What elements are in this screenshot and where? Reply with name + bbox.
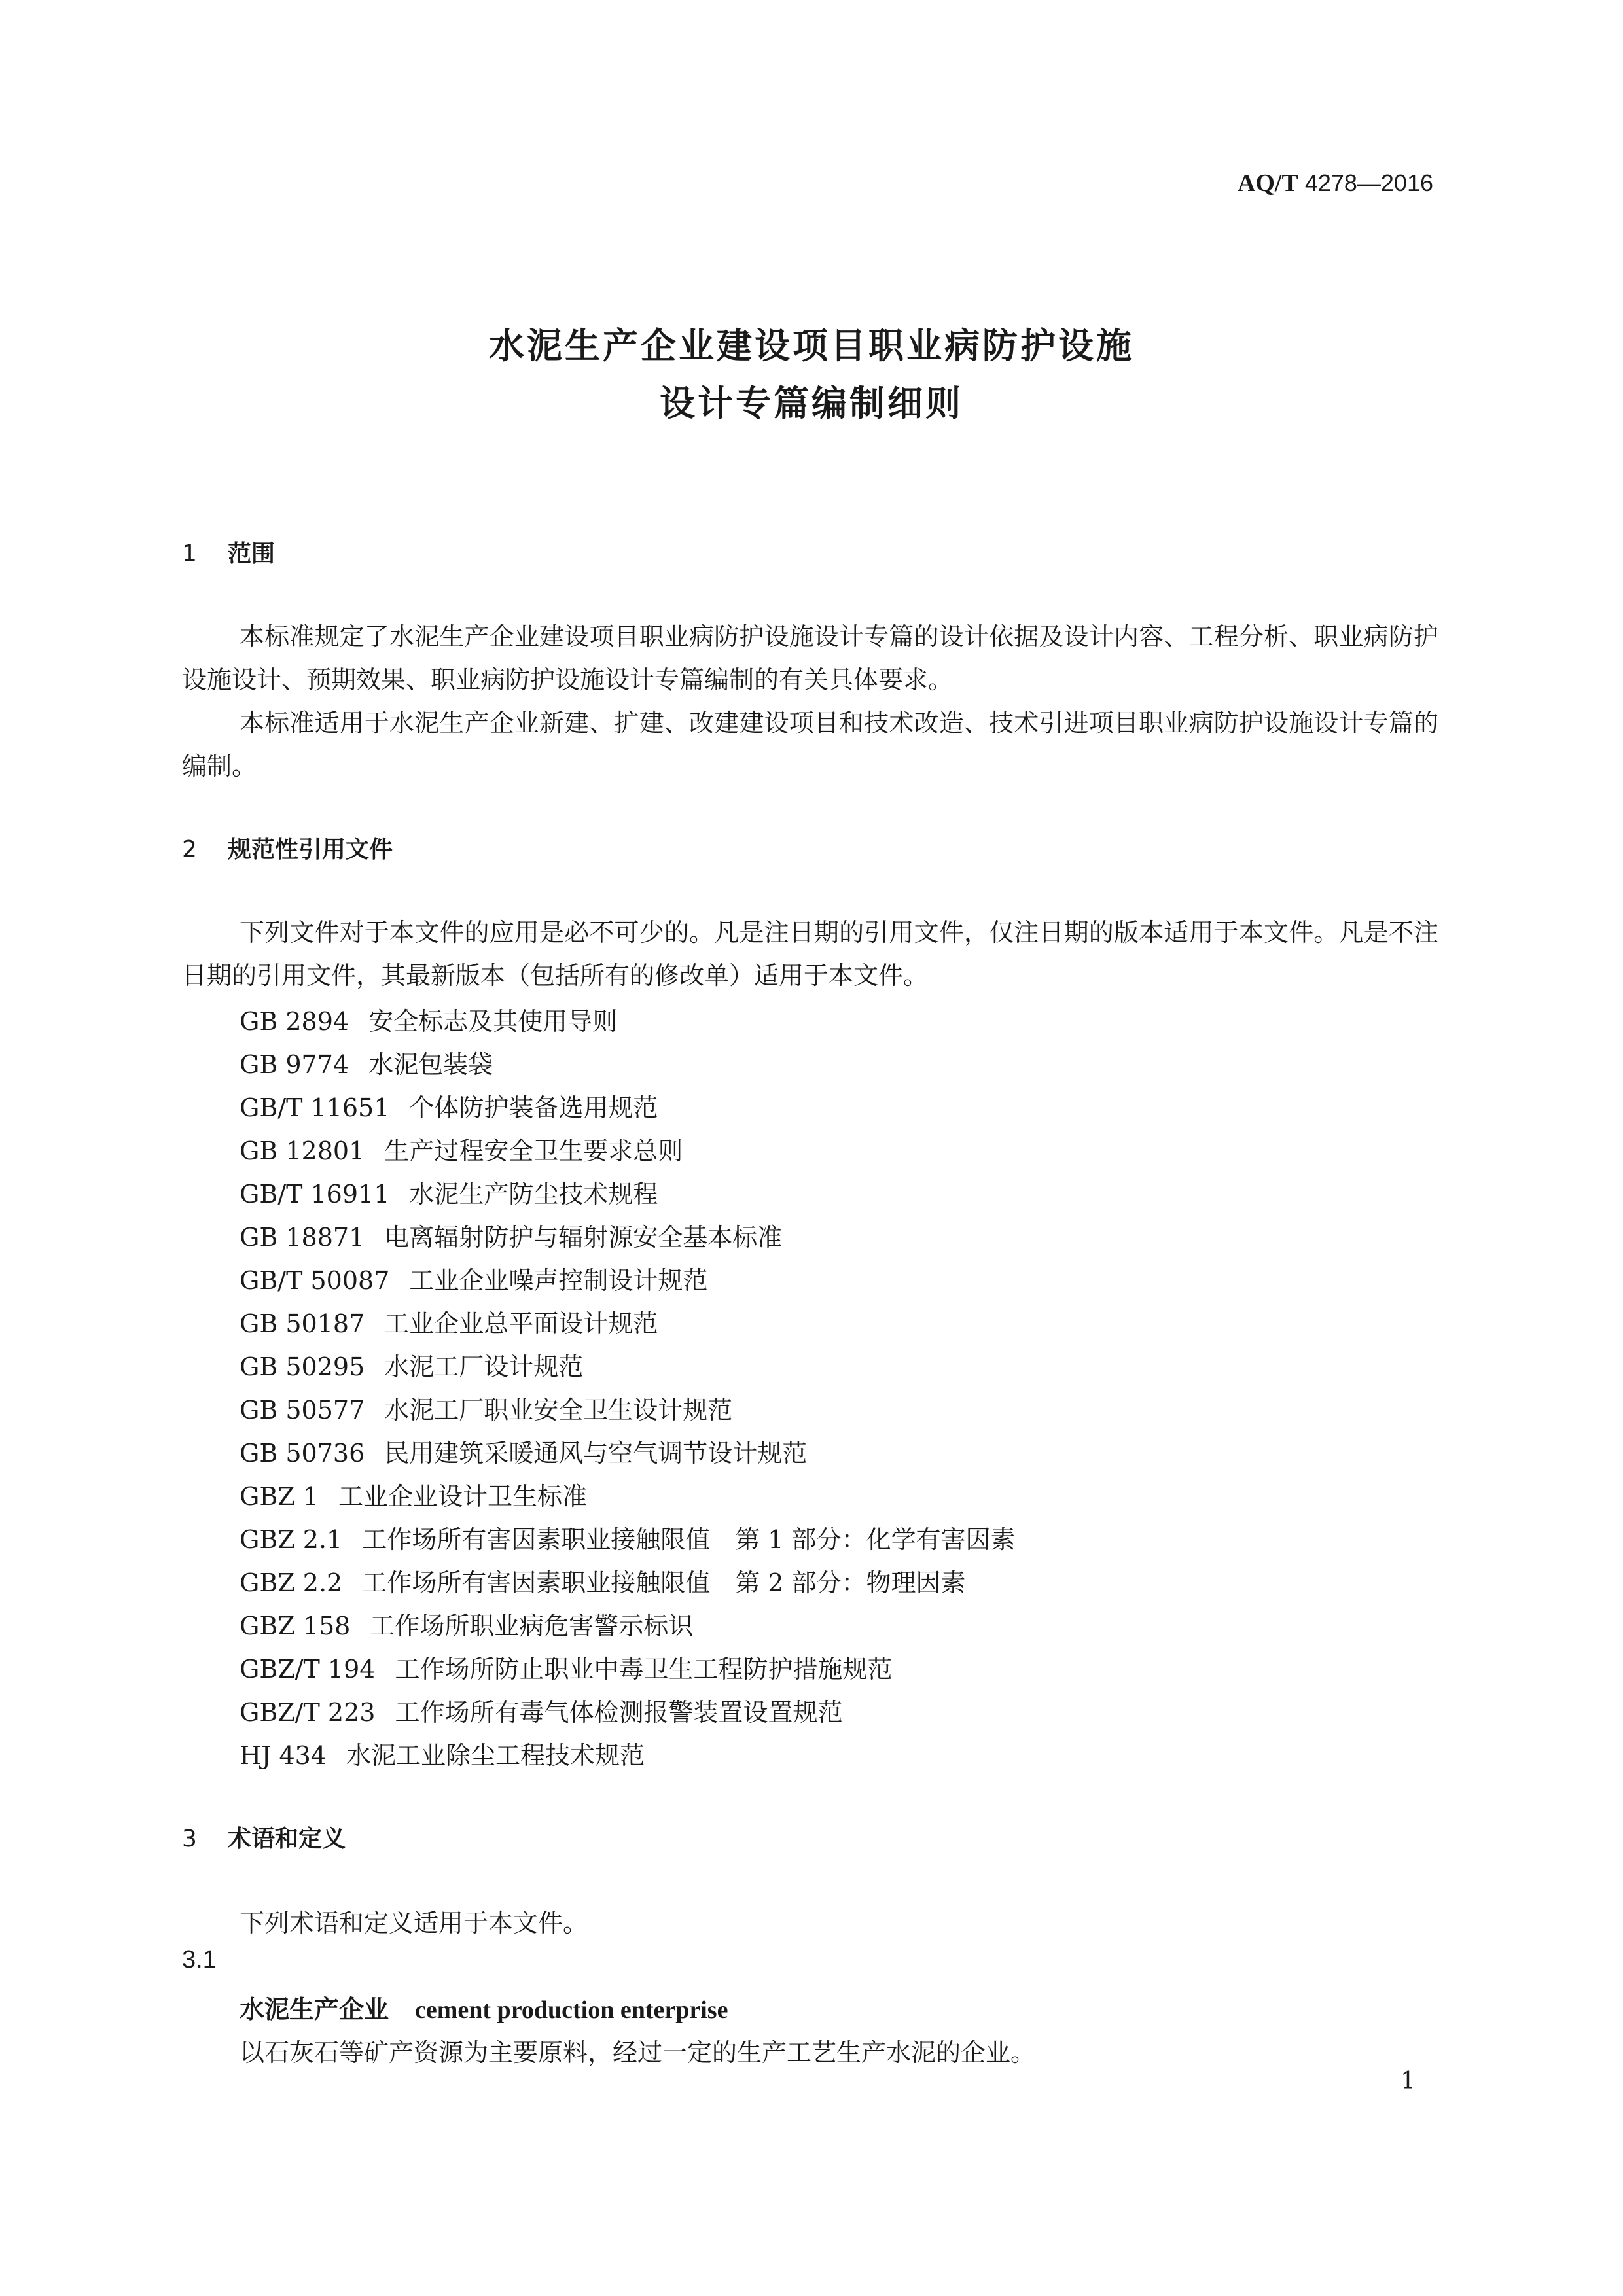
reference-code: GB 50577 — [240, 1396, 365, 1424]
page-number: 1 — [1400, 2068, 1416, 2094]
section-3-title: 术语和定义 — [228, 1826, 346, 1852]
section-2-heading — [182, 831, 393, 864]
reference-item — [240, 1433, 807, 1469]
section-3-number: 3 — [182, 1826, 197, 1852]
reference-item — [240, 1131, 683, 1167]
reference-item — [240, 1606, 693, 1642]
section-3-heading — [182, 1820, 346, 1854]
reference-title: 工业企业噪声控制设计规范 — [409, 1266, 708, 1295]
reference-code: GB 50295 — [240, 1352, 365, 1381]
reference-item — [240, 1649, 892, 1685]
standard-number: 4278—2016 — [1304, 169, 1433, 196]
document-title-line2: 设计专篇编制细则 — [660, 383, 963, 424]
reference-title: 工作场所有毒气体检测报警装置设置规范 — [395, 1698, 843, 1727]
term-heading — [240, 1989, 728, 2025]
reference-code: GB 50187 — [240, 1309, 365, 1338]
document-title-line1: 水泥生产企业建设项目职业病防护设施 — [489, 325, 1134, 366]
reference-item — [240, 1692, 842, 1728]
reference-title: 水泥工厂职业安全卫生设计规范 — [384, 1396, 733, 1424]
term-english: cement production enterprise — [415, 1996, 728, 2024]
section-2-title: 规范性引用文件 — [228, 836, 393, 863]
reference-code: GBZ/T 194 — [240, 1655, 376, 1684]
reference-code: GB 18871 — [240, 1223, 365, 1252]
section-1-paragraph-1: 本标准规定了水泥生产企业建设项目职业病防护设施设计专篇的设计依据及设计内容、工程分析、职业病防护设施设计、预期效果、职业病防护设施设计专篇编制的有关具体要求。 — [182, 622, 1438, 694]
term-chinese: 水泥生产企业 — [240, 1995, 389, 2024]
reference-item — [240, 1260, 707, 1296]
reference-code: GB 9774 — [240, 1050, 349, 1079]
reference-code: GB 2894 — [240, 1007, 349, 1036]
reference-item — [240, 1001, 617, 1037]
reference-code: GB/T 50087 — [240, 1266, 390, 1295]
reference-item — [240, 1303, 658, 1339]
section-2-number: 2 — [182, 836, 197, 863]
reference-item — [240, 1217, 782, 1253]
reference-item — [240, 1087, 658, 1123]
reference-code: GB/T 16911 — [240, 1180, 390, 1209]
term-number: 3.1 — [182, 1946, 217, 1973]
reference-item — [240, 1735, 645, 1771]
reference-code: GBZ 158 — [240, 1612, 351, 1640]
reference-code: GBZ 1 — [240, 1482, 319, 1511]
reference-title: 工作场所有害因素职业接触限值 第 2 部分：物理因素 — [362, 1568, 966, 1597]
reference-code: GB 12801 — [240, 1137, 365, 1165]
standard-prefix: AQ/T — [1237, 169, 1298, 197]
reference-item — [240, 1476, 587, 1512]
reference-title: 工业企业设计卫生标准 — [338, 1482, 587, 1511]
reference-title: 水泥生产防尘技术规程 — [409, 1180, 658, 1209]
reference-title: 生产过程安全卫生要求总则 — [384, 1137, 683, 1165]
reference-item — [240, 1174, 658, 1210]
reference-code: GBZ/T 223 — [240, 1698, 376, 1727]
reference-item — [240, 1563, 966, 1598]
reference-title: 工业企业总平面设计规范 — [384, 1309, 658, 1338]
section-1-number: 1 — [182, 540, 197, 567]
section-3-intro: 下列术语和定义适用于本文件。 — [240, 1909, 588, 1937]
reference-item — [240, 1044, 493, 1080]
reference-item — [240, 1390, 732, 1426]
section-1-heading — [182, 535, 275, 569]
reference-title: 民用建筑采暖通风与空气调节设计规范 — [384, 1439, 808, 1468]
standard-code — [1132, 169, 1433, 198]
reference-title: 个体防护装备选用规范 — [409, 1093, 658, 1122]
reference-title: 电离辐射防护与辐射源安全基本标准 — [384, 1223, 783, 1252]
section-2-intro: 下列文件对于本文件的应用是必不可少的。凡是注日期的引用文件，仅注日期的版本适用于本文件。凡是不注日期的引用文件，其最新版本（包括所有的修改单）适用于本文件。 — [182, 918, 1438, 990]
reference-title: 水泥工业除尘工程技术规范 — [346, 1741, 645, 1770]
section-1-title: 范围 — [228, 540, 276, 567]
reference-title: 安全标志及其使用导则 — [368, 1007, 618, 1036]
reference-title: 工作场所防止职业中毒卫生工程防护措施规范 — [395, 1655, 893, 1684]
reference-code: GB/T 11651 — [240, 1093, 390, 1122]
reference-item — [240, 1347, 583, 1383]
reference-title: 水泥包装袋 — [368, 1050, 493, 1079]
section-1-paragraph-2: 本标准适用于水泥生产企业新建、扩建、改建建设项目和技术改造、技术引进项目职业病防护设施设计专篇的编制。 — [182, 709, 1438, 781]
reference-code: HJ 434 — [240, 1741, 327, 1770]
reference-item — [240, 1519, 1016, 1555]
term-definition: 以石灰石等矿产资源为主要原料，经过一定的生产工艺生产水泥的企业。 — [240, 2038, 1036, 2067]
reference-code: GB 50736 — [240, 1439, 365, 1468]
reference-title: 工作场所有害因素职业接触限值 第 1 部分：化学有害因素 — [362, 1525, 1016, 1554]
reference-code: GBZ 2.2 — [240, 1568, 343, 1597]
reference-title: 水泥工厂设计规范 — [384, 1352, 584, 1381]
reference-code: GBZ 2.1 — [240, 1525, 343, 1554]
reference-title: 工作场所职业病危害警示标识 — [370, 1612, 694, 1640]
